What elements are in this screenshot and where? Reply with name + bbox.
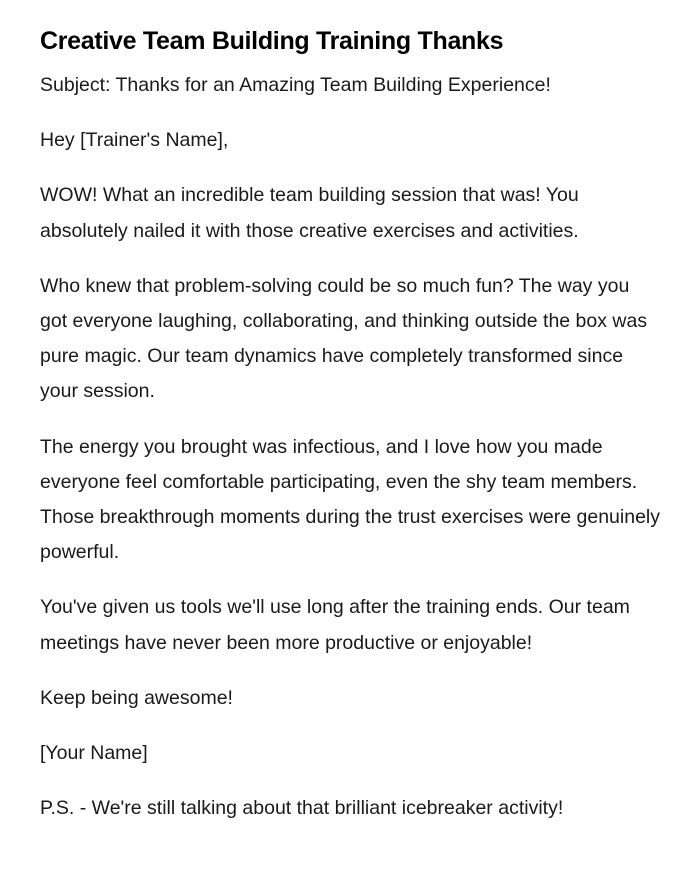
body-paragraph: WOW! What an incredible team building session that was! You absolutely nailed it with those creative exercises and activities.	[40, 184, 579, 242]
postscript: P.S. - We're still talking about that brilliant icebreaker activity!	[40, 797, 564, 820]
greeting: Hey [Trainer's Name],	[40, 129, 229, 152]
body-paragraph: You've given us tools we'll use long after the training ends. Our team meetings have never been more productive or enjoyable!	[40, 596, 630, 654]
body-paragraph: Who knew that problem-solving could be so much fun? The way you got everyone laughing, collaborating, and thinking outside the box was pure magic. Our team dynamics have completely transformed since your session.	[40, 274, 648, 403]
closing: Keep being awesome!	[40, 686, 233, 709]
body-paragraph: The energy you brought was infectious, and I love how you made everyone feel comfortable participating, even the shy team members. Those breakthrough moments during the trust exercises were genuinely powerful.	[40, 435, 660, 564]
signature: [Your Name]	[40, 742, 148, 765]
subject-line: Subject: Thanks for an Amazing Team Building Experience!	[40, 74, 551, 96]
document-title: Creative Team Building Training Thanks	[40, 27, 504, 55]
